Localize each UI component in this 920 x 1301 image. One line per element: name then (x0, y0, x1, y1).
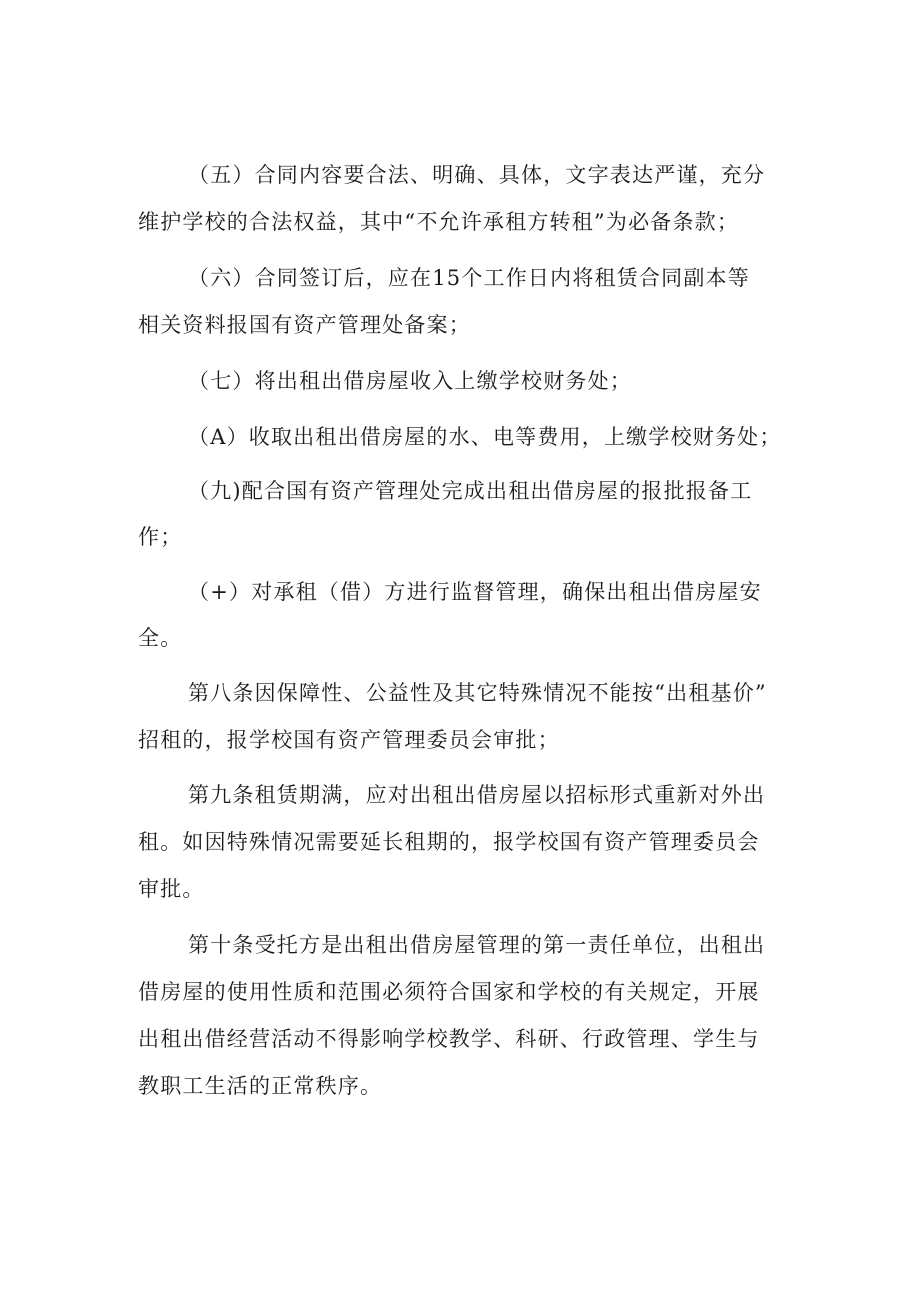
paragraph-10-line-1: （+）对承租（借）方进行监督管理，确保出租出借房屋安 (188, 580, 762, 604)
paragraph-10-line-2: 全。 (138, 626, 183, 650)
article-9-line-1: 第九条租赁期满，应对出租出借房屋以招标形式重新对外出 (188, 783, 766, 807)
article-10-line-1: 第十条受托方是出租出借房屋管理的第一责任单位，出租出 (188, 933, 766, 957)
paragraph-9-line-2: 作； (138, 525, 183, 549)
article-9-line-3: 审批。 (138, 877, 205, 901)
paragraph-8-line-1: （A）收取出租出借房屋的水、电等费用，上缴学校财务处； (188, 425, 782, 449)
article-10-line-2: 借房屋的使用性质和范围必须符合国家和学校的有关规定，开展 (138, 980, 760, 1004)
paragraph-6-line-2: 相关资料报国有资产管理处备案； (138, 313, 471, 337)
paragraph-5-line-1: （五）合同内容要合法、明确、具体，文字表达严谨，充分 (188, 163, 766, 187)
paragraph-6-line-1: （六）合同签订后，应在15个工作日内将租赁合同副本等 (188, 266, 750, 290)
article-8-line-1: 第八条因保障性、公益性及其它特殊情况不能按“出租基价” (188, 681, 767, 705)
article-10-line-3: 出租出借经营活动不得影响学校教学、科研、行政管理、学生与 (138, 1027, 760, 1051)
paragraph-7-line-1: （七）将出租出借房屋收入上缴学校财务处； (188, 369, 632, 393)
article-9-line-2: 租。如因特殊情况需要延长租期的，报学校国有资产管理委员会 (138, 830, 760, 854)
paragraph-9-line-1: （九)配合国有资产管理处完成出租出借房屋的报批报备工 (188, 479, 753, 503)
paragraph-5-line-2: 维护学校的合法权益，其中“不允许承租方转租”为必备条款； (138, 210, 740, 234)
article-10-line-4: 教职工生活的正常秩序。 (138, 1074, 383, 1098)
article-8-line-2: 招租的，报学校国有资产管理委员会审批； (138, 728, 560, 752)
